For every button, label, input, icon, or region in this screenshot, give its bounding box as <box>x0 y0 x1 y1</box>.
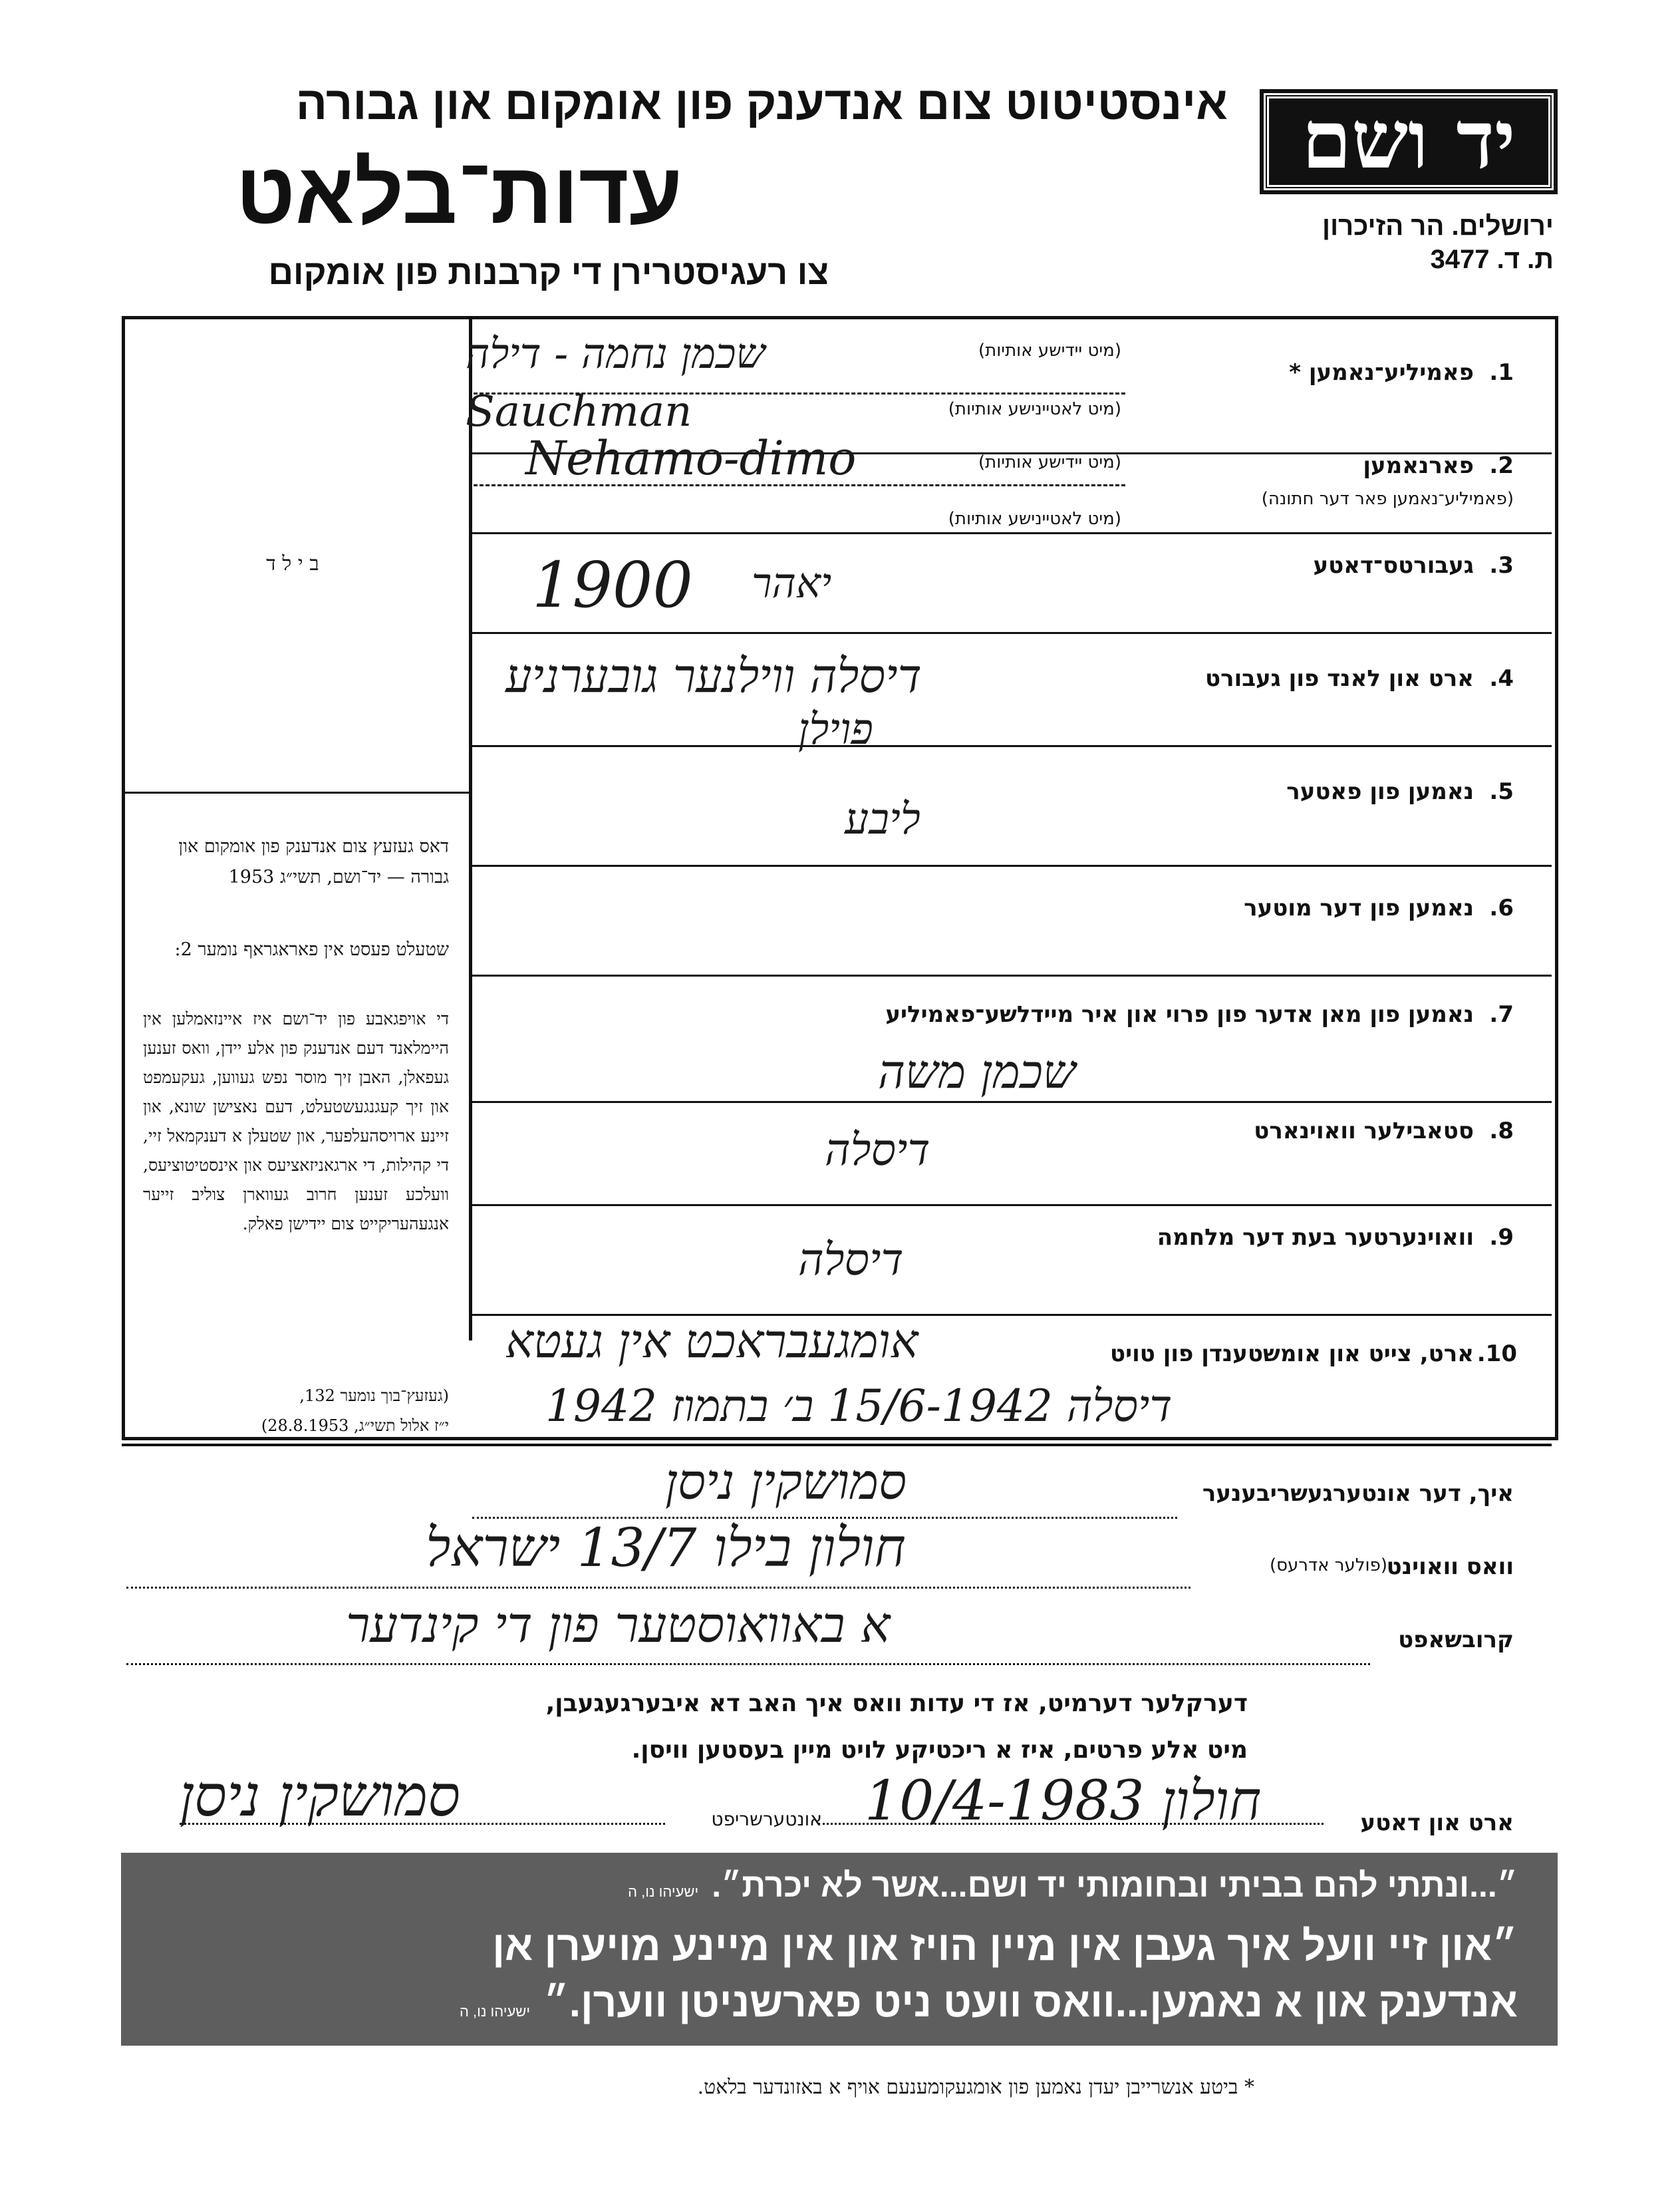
address-value[interactable]: חולון בילו 13/7 ישראל <box>426 1517 906 1579</box>
field-6-number: 6. <box>1489 895 1514 921</box>
field-8-value[interactable]: דיסלה <box>825 1124 930 1176</box>
address-hint: (פולער אדרעס) <box>1270 1555 1387 1575</box>
declaration-line-2: מיט אלע פרטים, איז א ריכטיקע לויט מיין בעסטען וויסן. <box>631 1736 1248 1764</box>
place-date-label: ארט און דאטע <box>1360 1809 1514 1836</box>
field-1-value-yiddish[interactable]: שכמן נחמה - דילה <box>466 329 766 378</box>
banner-line-3: אנדענק און א נאמען...וואס וועט ניט פארשניטן ווערן.״ישעיהו נו, ה <box>459 1980 1518 2026</box>
address-line-2: ת. ד. 3477 <box>1430 245 1554 274</box>
field-4-value-line2[interactable]: פוילן <box>798 705 873 754</box>
photo-label: ב י ל ד <box>266 552 319 575</box>
banner-line-1: ״...ונתתי להם בביתי ובחומותי יד ושם...אשר לא יכרת״.ישעיהו נו, ה <box>628 1867 1518 1904</box>
footnote: * ביטע אנשרייבן יעדן נאמען פון אומגעקומענעם אויף א באזונדער בלאט. <box>697 2076 1254 2099</box>
field-1-hint-latin: (מיט לאטיינישע אותיות) <box>948 399 1121 419</box>
law-reference-1: (געזעץ־בוך נומער 132, <box>299 1386 449 1405</box>
field-7-number: 7. <box>1489 1001 1514 1028</box>
column-divider <box>469 316 472 1340</box>
field-2-hint-latin: (מיט לאטיינישע אותיות) <box>948 509 1121 529</box>
banner-line-2: ״און זיי וועל איך געבן אין מיין הויז און אין מיינע מויערן אן <box>492 1923 1518 1969</box>
law-paragraph-2: שטעלט פעסט אין פאראגראף נומער 2: <box>174 939 449 960</box>
address-label: וואס וואוינט <box>1386 1553 1514 1580</box>
field-3-value-heb[interactable]: יאהר <box>752 559 832 607</box>
undersigned-value[interactable]: סמושקין ניסן <box>665 1454 907 1511</box>
field-2-sublabel: (פאמיליע־נאמען פאר דער חתונה) <box>1261 489 1514 509</box>
field-5-value[interactable]: ליבע <box>845 795 920 844</box>
field-3-label: געבורטס־דאטע <box>1313 552 1474 579</box>
quote-banner <box>121 1853 1558 2046</box>
field-2-number: 2. <box>1489 452 1514 479</box>
field-2-value[interactable]: Nehamo-dimo <box>525 431 857 486</box>
field-1-value-latin[interactable]: Sauchman <box>466 387 692 436</box>
field-10-value-line1[interactable]: אומגעבראכט אין געטא <box>505 1314 918 1368</box>
field-8-number: 8. <box>1489 1118 1514 1144</box>
relation-value[interactable]: א באוואוסטער פון די קינדער <box>346 1597 891 1654</box>
field-6-label: נאמען פון דער מוטער <box>1244 895 1474 921</box>
address-line-1: ירושלים. הר הזיכרון <box>1322 212 1554 241</box>
field-4-number: 4. <box>1489 665 1514 692</box>
place-date-value[interactable]: חולון 10/4-1983 <box>865 1770 1262 1833</box>
undersigned-label: איך, דער אונטערגעשריבענער <box>1202 1480 1514 1507</box>
field-9-number: 9. <box>1489 1224 1514 1251</box>
institute-line: אינסטיטוט צום אנדענק פון אומקום און גבורה <box>295 77 1228 129</box>
field-9-value[interactable]: דיסלה <box>798 1234 904 1285</box>
signature-value[interactable]: סמושקין ניסן <box>180 1763 460 1829</box>
field-7-label: נאמען פון מאן אדער פון פרוי און איר מיידלשע־פאמיליע <box>885 1001 1474 1028</box>
field-4-value-line1[interactable]: דיסלה ווילנער גובערניע <box>505 649 922 703</box>
field-5-number: 5. <box>1489 778 1514 805</box>
field-1-number: 1. <box>1489 359 1514 386</box>
field-8-label: סטאבילער וואוינארט <box>1254 1118 1474 1144</box>
law-paragraph-1: דאס געזעץ צום אנדענק פון אומקום און גבורה — יד־ושם, תשי״ג 1953 <box>178 836 449 887</box>
document-title: עדות־בלאט <box>235 144 682 241</box>
signature-label: אונטערשריפט <box>711 1808 822 1830</box>
field-5-label: נאמען פון פאטער <box>1286 778 1474 805</box>
field-1-label: פאמיליע־נאמען * <box>1289 359 1474 386</box>
document-subtitle: צו רעגיסטרירן די קרבנות פון אומקום <box>268 253 829 292</box>
field-4-label: ארט און לאנד פון געבורט <box>1205 665 1474 692</box>
field-10-label: ארט, צייט און אומשטענדן פון טויט <box>1109 1340 1474 1367</box>
declaration-line-1: דערקלער דערמיט, אז די עדות וואס איך האב דא איבערגעגעבן, <box>545 1690 1248 1717</box>
relation-label: קרובשאפט <box>1398 1627 1514 1653</box>
field-1-hint-yiddish: (מיט יידישע אותיות) <box>978 341 1121 361</box>
law-reference-2: י״ז אלול תשי״ג, 28.8.1953) <box>261 1416 449 1435</box>
yad-vashem-logo: יד ושם <box>1264 93 1554 190</box>
field-10-number: 10. <box>1476 1340 1517 1367</box>
field-9-label: וואוינערטער בעת דער מלחמה <box>1157 1224 1474 1251</box>
field-3-value-year[interactable]: 1900 <box>532 549 693 622</box>
field-2-label: פארנאמען <box>1363 452 1474 479</box>
field-7-value[interactable]: שכמן משה <box>878 1044 1076 1099</box>
field-2-hint-yiddish: (מיט יידישע אותיות) <box>978 452 1121 472</box>
field-3-number: 3. <box>1489 552 1514 579</box>
law-paragraph-3: די אויפגאבע פון יד־ושם איז איינזאמלען אין היימלאנד דעם אנדענק פון אלע יידן, וואס זענען געפאלן, האבן זיך מוסר נפש געווען, געקעמפט און זיך קעגנגעשטעלט, דעם נאצישן שונא, און זיינע ארויסהעלפער, און שטעלן א דענקמאל זיי, די קהילות, די ארגאניזאציעס און אינסטיטוציעס, וועלכע זענען חרוב געווארן צוליב זייער אנגעהעריקייט צום יידישן פאלק. <box>143 1009 449 1233</box>
field-10-value-line2[interactable]: דיסלה 15/6-1942 ב׳ בתמוז 1942 <box>545 1380 1173 1432</box>
